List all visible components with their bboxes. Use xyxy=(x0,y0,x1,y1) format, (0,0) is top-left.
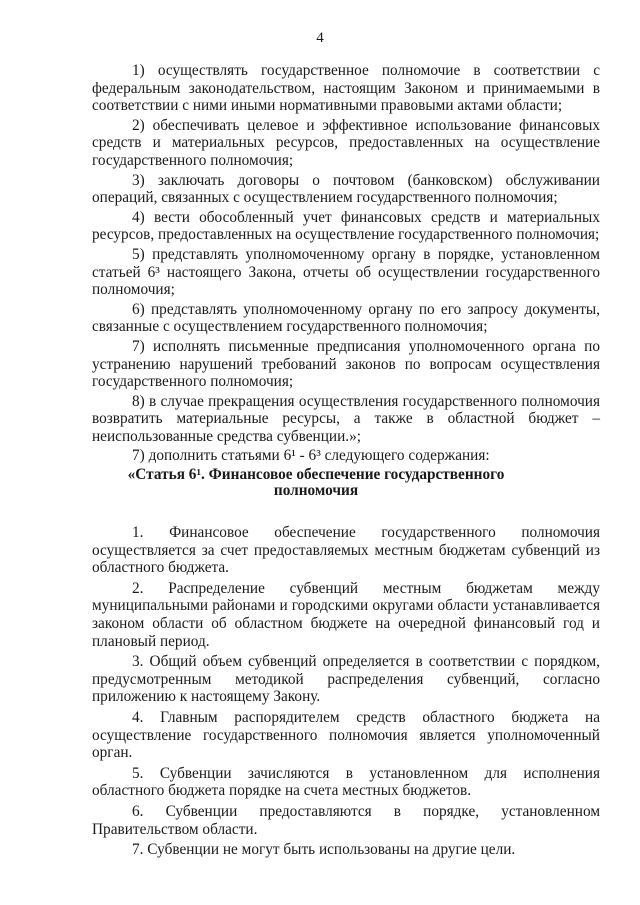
list-item: 3) заключать договоры о почтовом (банковском) обслуживании операций, связанных с осуществлением государственного полномочия; xyxy=(92,171,600,207)
list-item: 1) осуществлять государственное полномочие в соответствии с федеральным законодательством, настоящим Законом и принимаемыми в соответствии с ними иными нормативными правовыми актами области; xyxy=(92,62,600,115)
list-item: 4) вести обособленный учет финансовых средств и материальных ресурсов, предоставленных на осуществление государственного полномочия; xyxy=(92,208,600,244)
article-paragraph: 6. Субвенции предоставляются в порядке, установленном Правительством области. xyxy=(92,802,600,838)
addition-line: 7) дополнить статьями 6¹ - 6³ следующего содержания: xyxy=(132,447,490,465)
list-item: 2) обеспечивать целевое и эффективное использование финансовых средств и материальных ресурсов, предоставленных на осуществление государственного полномочия; xyxy=(92,116,600,169)
article-paragraph: 4. Главным распорядителем средств областного бюджета на осуществление государственного полномочия является уполномоченный орган. xyxy=(92,709,600,762)
article-paragraph: 5. Субвенции зачисляются в установленном для исполнения областного бюджета порядке на счета местных бюджетов. xyxy=(92,764,600,800)
obligations-list xyxy=(92,62,600,465)
article-paragraph: 3. Общий объем субвенций определяется в соответствии с порядком, предусмотренным методикой распределения субвенций, согласно приложению к настоящему Закону. xyxy=(92,653,600,706)
page-number: 4 xyxy=(316,30,324,46)
article-paragraph: 1. Финансовое обеспечение государственного полномочия осуществляется за счет предоставляемых местным бюджетам субвенций из областного бюджета. xyxy=(92,524,600,577)
document-body xyxy=(92,62,600,862)
article-heading: «Статья 6¹. Финансовое обеспечение государственного полномочия xyxy=(127,466,505,500)
article-paragraph: 7. Субвенции не могут быть использованы на другие цели. xyxy=(132,841,516,859)
article-paragraph: 2. Распределение субвенций местным бюджетам между муниципальными районами и городскими округами области устанавливается законом области об областном бюджете на очередной финансовый год и плановый период. xyxy=(92,579,600,650)
list-item: 8) в случае прекращения осуществления государственного полномочия возвратить материальные ресурсы, а также в областной бюджет – неиспользованные средства субвенции.»; xyxy=(92,392,600,445)
list-item: 5) представлять уполномоченному органу в порядке, установленном статьей 6³ настоящего Закона, отчеты об осуществлении государственного полномочия; xyxy=(92,245,600,299)
list-item: 6) представлять уполномоченному органу по его запросу документы, связанные с осуществлением государственного полномочия; xyxy=(92,300,600,336)
list-item: 7) исполнять письменные предписания уполномоченного органа по устранению нарушений требований законов по вопросам осуществления государственного полномочия; xyxy=(92,337,600,391)
article-heading-block xyxy=(92,467,600,499)
article-paragraphs xyxy=(92,524,600,859)
